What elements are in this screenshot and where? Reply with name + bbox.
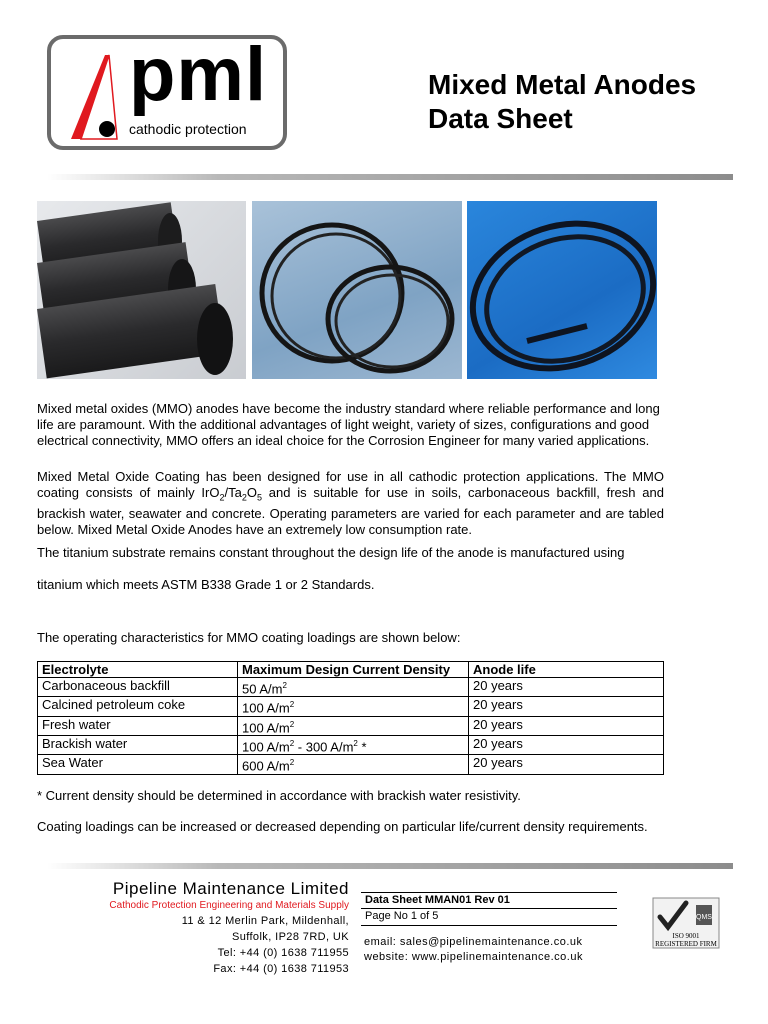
address-line-1: 11 & 12 Merlin Park, Mildenhall,: [181, 915, 349, 927]
table-header-row: [38, 662, 664, 678]
company-name: Pipeline Maintenance Limited: [112, 879, 349, 898]
cell-current-density: 600 $A/m^2$: [238, 755, 469, 774]
cell-anode-life: 20 years: [469, 735, 664, 754]
fax: Fax: +44 (0) 1638 711953: [213, 963, 349, 975]
red-triangle-logo-icon: [59, 47, 139, 147]
title-line-2: Data Sheet: [428, 103, 573, 134]
footer-divider: [47, 863, 733, 869]
telephone: Tel: +44 (0) 1638 711955: [217, 947, 349, 959]
table-row: [38, 678, 664, 697]
photo-anode-tubes: [37, 201, 246, 379]
cell-current-density: 100 $A/m^2 - 300$ $A/m^2$ *: [238, 735, 469, 754]
table-row: [38, 716, 664, 735]
company-tagline: Cathodic Protection Engineering and Materials Supply: [109, 900, 349, 911]
logo-wordmark: pml: [129, 32, 268, 117]
page-title: [428, 68, 696, 136]
coating-loadings-paragraph: Coating loadings can be increased or decreased depending on particular life/current density requirements.: [37, 819, 648, 834]
titanium-paragraph: titanium which meets ASTM B338 Grade 1 or 2 Standards.: [37, 577, 375, 592]
cell-current-density: 100 $A/m^2$: [238, 716, 469, 735]
cell-anode-life: 20 years: [469, 678, 664, 697]
page-number: Page No 1 of 5: [361, 908, 617, 924]
cell-electrolyte: Calcined petroleum coke: [38, 697, 238, 716]
cell-current-density: 100 $A/m^2$: [238, 697, 469, 716]
intro-paragraph: Mixed metal oxides (MMO) anodes have become the industry standard where reliable performance and long life are paramount. With the additional advantages of light weight, variety of sizes, configurations and good electrical connectivity, MMO offers an ideal choice for the Corrosion Engineer for many varied applications.: [37, 401, 660, 448]
datasheet-ref: Data Sheet MMAN01 Rev 01: [365, 894, 510, 906]
cell-anode-life: 20 years: [469, 697, 664, 716]
substrate-paragraph: The titanium substrate remains constant throughout the design life of the anode is manufactured using: [37, 545, 625, 560]
cell-anode-life: 20 years: [469, 716, 664, 735]
cell-electrolyte: Fresh water: [38, 716, 238, 735]
iso-label: ISO 9001: [672, 932, 700, 940]
svg-text:QMS: QMS: [696, 914, 712, 921]
company-logo: [47, 32, 287, 150]
coating-paragraph: Mixed Metal Oxide Coating has been designed for use in all cathodic protection applications. The MMO coating consists of mainly $IrO_2/Ta_2O_5$ and is suitable for use in soils, carbonaceous backfill, fresh and brackish water, seawater and concrete. Operating parameters are varied for each parameter and are tabled below. Mixed Metal Oxide Anodes have an extremely low consumption rate.: [37, 469, 664, 537]
cell-current-density: 50 $A/m^2$: [238, 678, 469, 697]
iso-sublabel: REGISTERED FIRM: [655, 940, 717, 948]
table-intro: The operating characteristics for MMO coating loadings are shown below:: [37, 630, 461, 645]
table-row: [38, 735, 664, 754]
table-row: [38, 755, 664, 774]
operating-characteristics-table: [37, 661, 664, 775]
cell-electrolyte: Sea Water: [38, 755, 238, 774]
website-link[interactable]: website: www.pipelinemaintenance.co.uk: [364, 951, 583, 963]
company-details: [91, 879, 349, 977]
cell-electrolyte: Brackish water: [38, 735, 238, 754]
email-link[interactable]: email: sales@pipelinemaintenance.co.uk: [364, 936, 583, 948]
header-current-density: Maximum Design Current Density: [238, 662, 469, 678]
cell-electrolyte: Carbonaceous backfill: [38, 678, 238, 697]
photo-anode-wire-coils: [252, 201, 462, 379]
header-divider: [47, 174, 733, 180]
contact-details: [364, 935, 583, 965]
datasheet-reference-box: [361, 892, 617, 926]
table-row: [38, 697, 664, 716]
title-line-1: Mixed Metal Anodes: [428, 69, 697, 100]
footnote: * Current density should be determined in accordance with brackish water resistivity.: [37, 788, 521, 803]
address-line-2: Suffolk, IP28 7RD, UK: [231, 931, 349, 943]
header-electrolyte: Electrolyte: [38, 662, 238, 678]
logo-tagline: cathodic protection: [129, 121, 247, 137]
photo-anode-ribbon: [467, 201, 657, 379]
header-anode-life: Anode life: [469, 662, 664, 678]
iso-9001-badge: [652, 897, 720, 949]
cell-anode-life: 20 years: [469, 755, 664, 774]
